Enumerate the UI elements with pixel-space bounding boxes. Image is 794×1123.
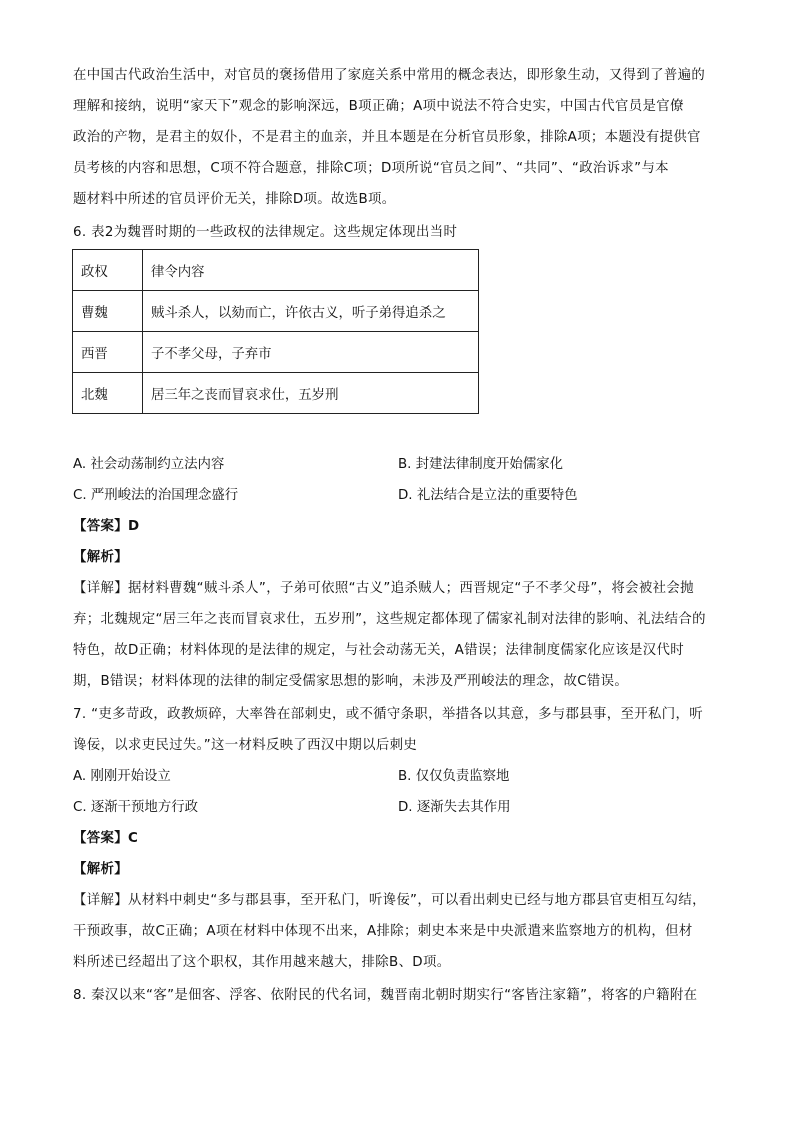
option-b: B. 仅仅负责监察地 <box>398 769 510 784</box>
question-stem: 8. 秦汉以来“客”是佃客、浮客、依附民的代名词，魏晋南北朝时期实行“客皆注家籍”，将客的户籍附在 <box>73 988 698 1003</box>
detail-line: 【详解】据材料曹魏“贼斗杀人”，子弟可依照“古义”追杀贼人；西晋规定“子不孝父母”，将会被社会抛 <box>73 581 694 596</box>
question-stem: 7. “吏多苛政，政教烦碎，大率咎在部刺史，或不循守条职，举措各以其意，多与郡县事，至开私门，听 <box>73 707 703 722</box>
table-row <box>73 373 479 414</box>
detail-line: 料所述已经超出了这个职权，其作用越来越大，排除B、D项。 <box>73 955 451 970</box>
analysis-label: 【解析】 <box>73 550 128 565</box>
option-c: C. 逐渐干预地方行政 <box>73 800 198 815</box>
option-b: B. 封建法律制度开始儒家化 <box>398 457 563 472</box>
option-a: A. 社会动荡制约立法内容 <box>73 457 225 472</box>
table-header-cell: 律令内容 <box>143 250 479 291</box>
question-stem: 6. 表2为魏晋时期的一些政权的法律规定。这些规定体现出当时 <box>73 225 458 240</box>
text-line: 员考核的内容和思想，C项不符合题意，排除C项；D项所说“官员之间”、“共同”、“政治诉求”与本 <box>73 161 669 176</box>
question-stem: 谗佞，以求吏民过失。”这一材料反映了西汉中期以后刺史 <box>73 738 418 753</box>
table-cell: 居三年之丧而冒哀求仕，五岁刑 <box>143 373 479 414</box>
detail-line: 期，B错误；材料体现的法律的制定受儒家思想的影响，未涉及严刑峻法的理念，故C错误。 <box>73 674 629 689</box>
analysis-label: 【解析】 <box>73 862 128 877</box>
table-cell: 曹魏 <box>73 291 143 332</box>
table-header-cell: 政权 <box>73 250 143 291</box>
table-row <box>73 291 479 332</box>
table-cell: 贼斗杀人，以劾而亡，许依古义，听子弟得追杀之 <box>143 291 479 332</box>
text-line: 在中国古代政治生活中，对官员的褒扬借用了家庭关系中常用的概念表达，即形象生动，又得到了普遍的 <box>73 68 706 83</box>
table-row <box>73 332 479 373</box>
law-table <box>72 249 479 414</box>
answer-label: 【答案】D <box>73 519 140 534</box>
option-d: D. 逐渐失去其作用 <box>398 800 511 815</box>
detail-line: 【详解】从材料中刺史“多与郡县事，至开私门，听谗佞”，可以看出刺史已经与地方郡县官吏相互勾结， <box>73 893 706 908</box>
detail-line: 弃；北魏规定“居三年之丧而冒哀求仕，五岁刑”，这些规定都体现了儒家礼制对法律的影响、礼法结合的 <box>73 612 706 627</box>
detail-line: 特色，故D正确；材料体现的是法律的规定，与社会动荡无关，A错误；法律制度儒家化应该是汉代时 <box>73 643 685 658</box>
option-a: A. 刚刚开始设立 <box>73 769 171 784</box>
answer-label: 【答案】C <box>73 831 139 846</box>
option-d: D. 礼法结合是立法的重要特色 <box>398 488 578 503</box>
text-line: 题材料中所述的官员评价无关，排除D项。故选B项。 <box>73 192 396 207</box>
text-line: 政治的产物，是君主的奴仆，不是君主的血亲，并且本题是在分析官员形象，排除A项；本题没有提供官 <box>73 130 701 145</box>
text-line: 理解和接纳，说明“家天下”观念的影响深远，B项正确；A项中说法不符合史实，中国古代官员是官僚 <box>73 99 684 114</box>
detail-line: 干预政事，故C正确；A项在材料中体现不出来，A排除；刺史本来是中央派遣来监察地方的机构，但材 <box>73 924 693 939</box>
table-cell: 子不孝父母，子弃市 <box>143 332 479 373</box>
table-header-row <box>73 250 479 291</box>
option-c: C. 严刑峻法的治国理念盛行 <box>73 488 239 503</box>
table-cell: 北魏 <box>73 373 143 414</box>
table-cell: 西晋 <box>73 332 143 373</box>
